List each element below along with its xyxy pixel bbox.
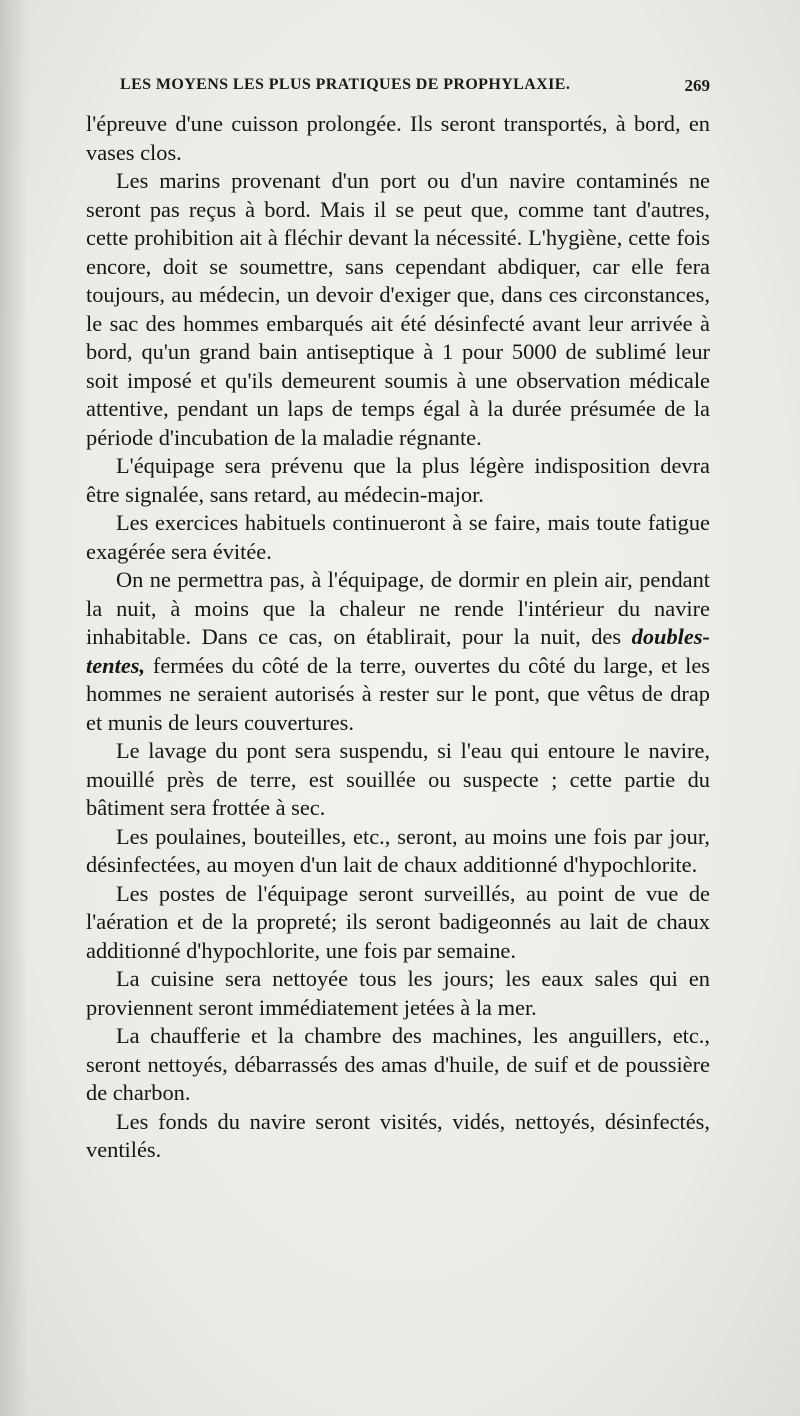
- paragraph-sleeping: [86, 566, 710, 737]
- paragraph-sleeping-text-before: On ne permettra pas, à l'équipage, de dormir en plein air, pendant la nuit, à moins que la chaleur ne rende l'intérieur du navire inhabitable. Dans ce cas, on établirait, pour la nuit, des: [86, 567, 710, 649]
- paragraph-contaminated-sailors: Les marins provenant d'un port ou d'un navire contaminés ne seront pas reçus à bord. Mais il se peut que, comme tant d'autres, cette prohibition ait à fléchir devant la nécessité. L'hygiène, cette fois encore, doit se soumettre, sans cependant abdiquer, car elle fera toujours, au médecin, un devoir d'exiger que, dans ces circonstances, le sac des hommes embarqués ait été désinfecté avant leur arrivée à bord, qu'un grand bain antiseptique à 1 pour 5000 de sublimé leur soit imposé et qu'ils demeurent soumis à une observation médicale attentive, pendant un laps de temps égal à la durée présumée de la période d'incubation de la maladie régnante.: [86, 168, 710, 450]
- paragraph-deck-washing: Le lavage du pont sera suspendu, si l'eau qui entoure le navire, mouillé près de terre, est souillée ou suspecte ; cette partie du bâtiment sera frottée à sec.: [86, 738, 710, 820]
- paragraph-engine-room: La chaufferie et la chambre des machines, les anguillers, etc., seront nettoyés, débarrassés des amas d'huile, de suif et de poussière de charbon.: [86, 1023, 710, 1105]
- emphasis-doubles-tentes: doubles-tentes,: [86, 624, 710, 678]
- paragraph-exercises: Les exercices habituels continueront à se faire, mais toute fatigue exagérée sera évitée.: [86, 510, 710, 564]
- paragraph-kitchen: La cuisine sera nettoyée tous les jours; les eaux sales qui en proviennent seront immédiatement jetées à la mer.: [86, 966, 710, 1020]
- paragraph-ship-bottom: Les fonds du navire seront visités, vidés, nettoyés, désinfectés, ventilés.: [86, 1108, 710, 1162]
- paragraph-crew-warning: L'équipage sera prévenu que la plus légère indisposition devra être signalée, sans retard, au médecin-major.: [86, 453, 710, 507]
- page-number: 269: [684, 76, 710, 95]
- paragraph-latrines: Les poulaines, bouteilles, etc., seront, au moins une fois par jour, désinfectées, au moyen d'un lait de chaux additionné d'hypochlorite.: [86, 823, 710, 877]
- paragraph-sleeping-text-after: fermées du côté de la terre, ouvertes du côté du large, et les hommes ne seraient autorisés à rester sur le pont, que vêtus de drap et munis de leurs couvertures.: [86, 652, 710, 735]
- paragraph-continuation: l'épreuve d'une cuisson prolongée. Ils seront transportés, à bord, en vases clos.: [86, 111, 710, 165]
- page-gutter-shadow: [0, 0, 28, 1416]
- page-header: [120, 76, 710, 102]
- paragraph-crew-quarters: Les postes de l'équipage seront surveillés, au point de vue de l'aération et de la propreté; ils seront badigeonnés au lait de chaux additionné d'hypochlorite, une fois par semaine.: [86, 880, 710, 963]
- running-title: LES MOYENS LES PLUS PRATIQUES DE PROPHYLAXIE.: [120, 76, 571, 93]
- body-text: [86, 110, 710, 1165]
